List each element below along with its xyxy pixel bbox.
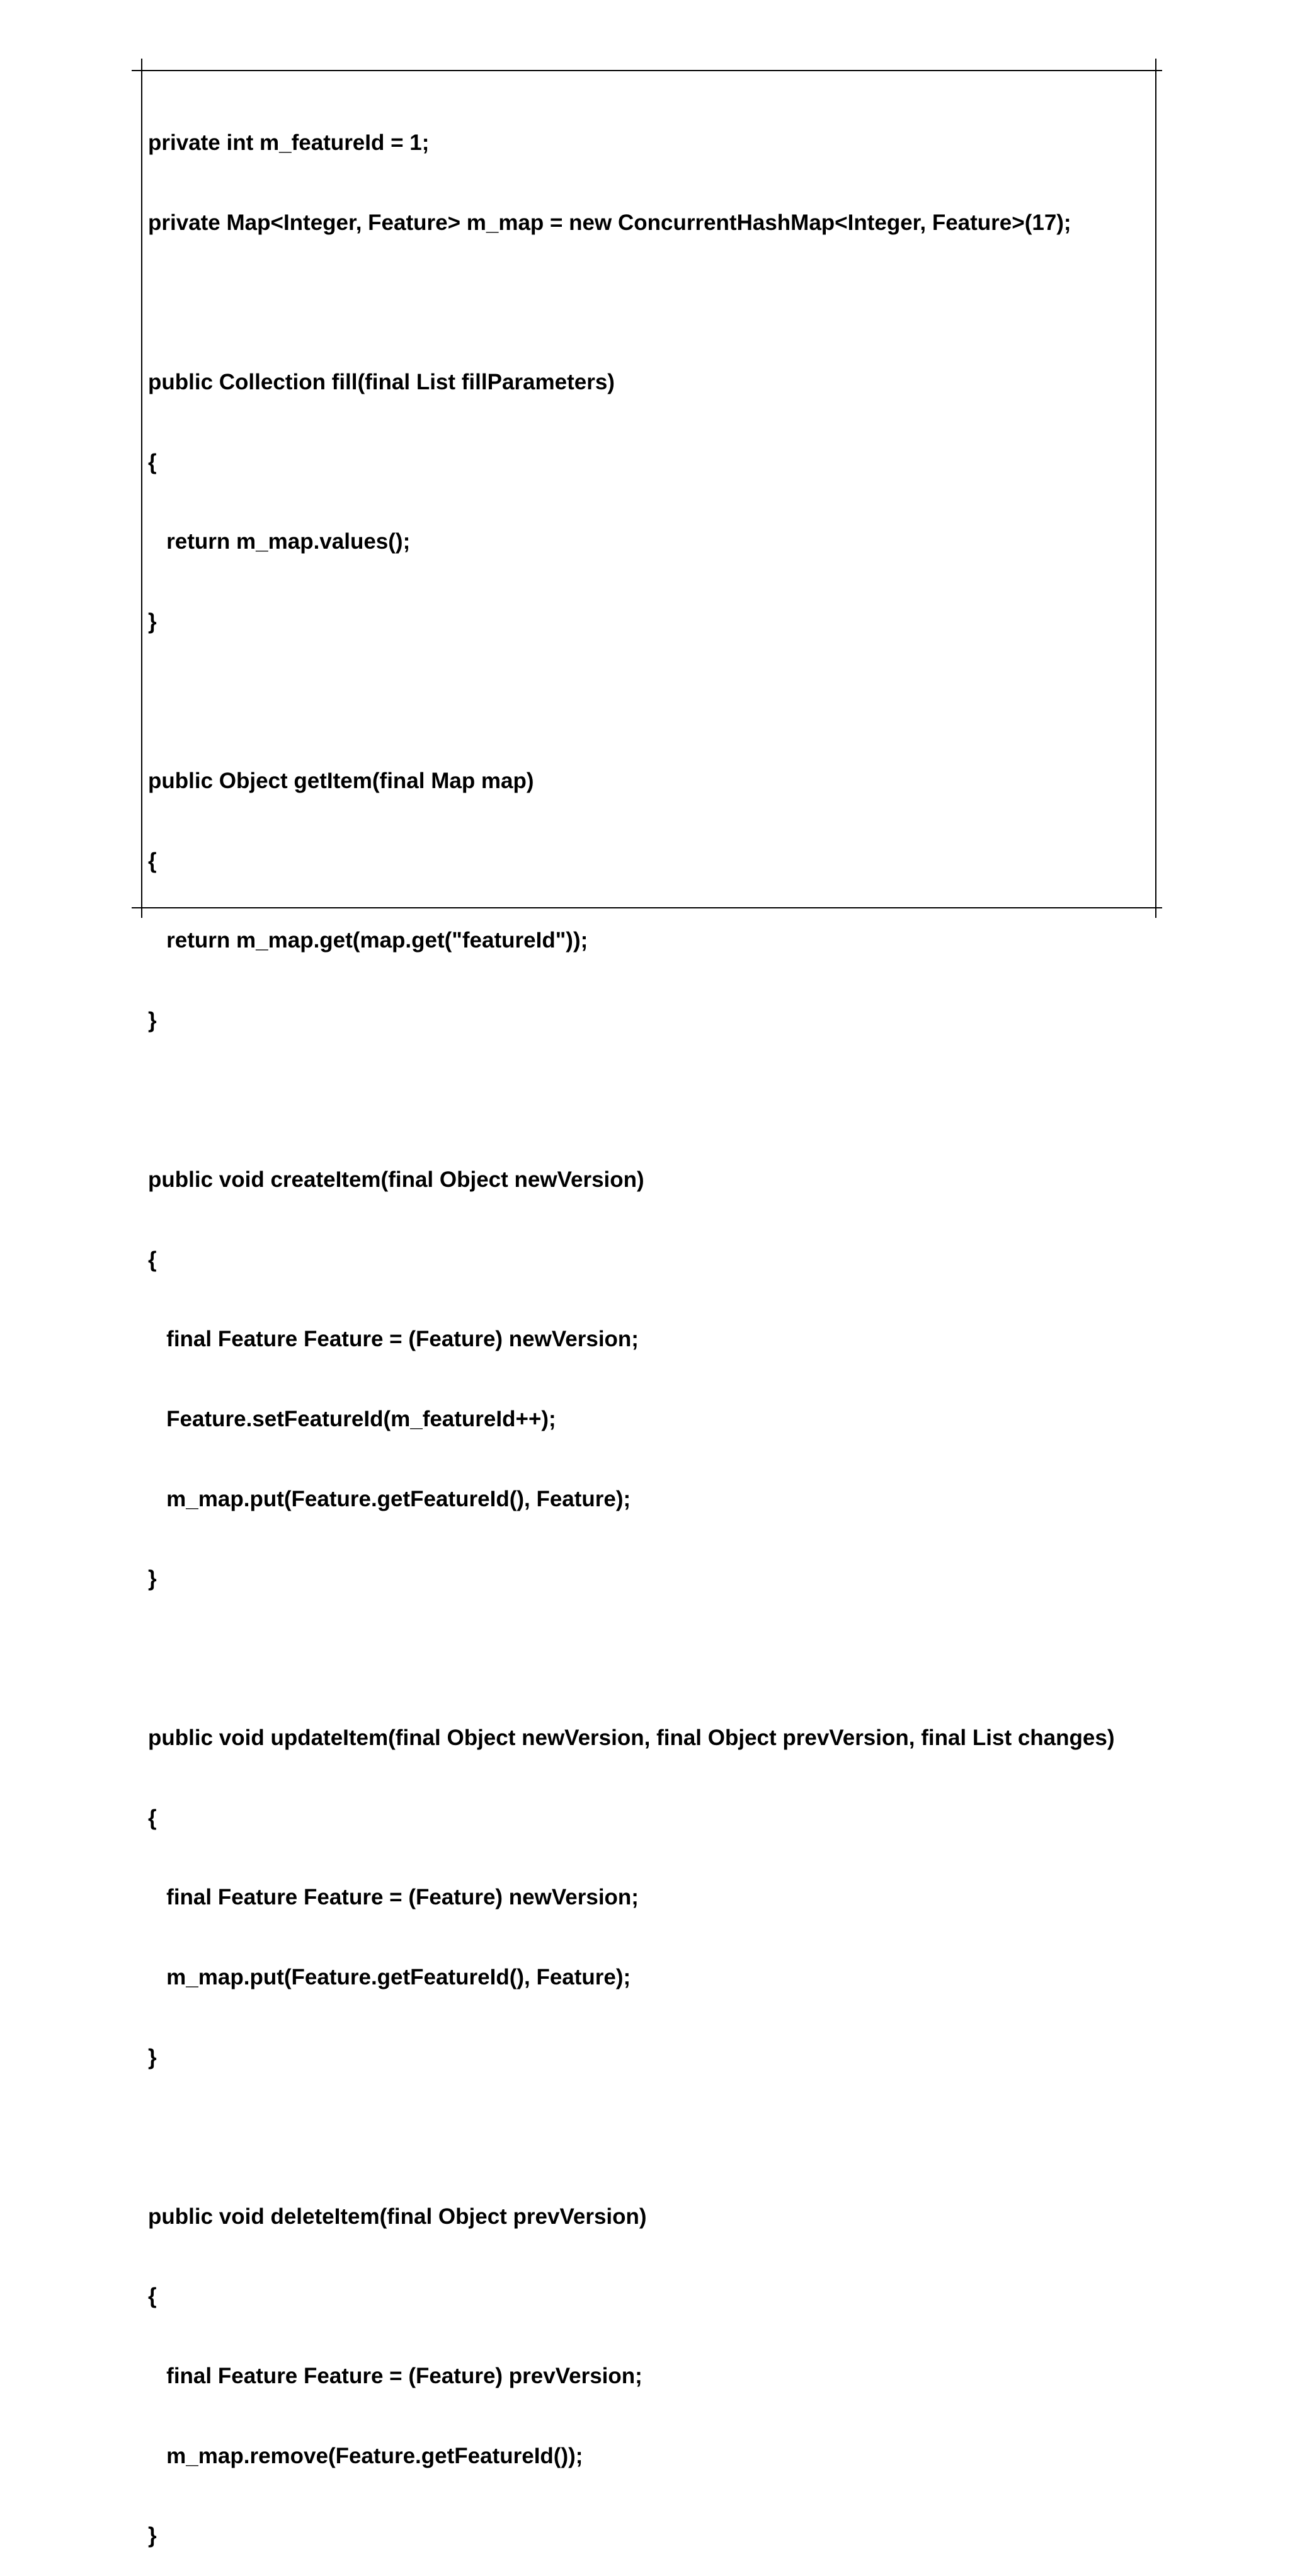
code-line: } <box>148 1566 157 1591</box>
code-line: { <box>148 2284 157 2309</box>
code-line <box>148 290 1153 316</box>
code-line: { <box>148 848 157 873</box>
code-line: public void updateItem(final Object newVersion, final Object prevVersion, final List changes) <box>148 1726 1115 1751</box>
code-line: } <box>148 2044 157 2069</box>
code-line: m_map.put(Feature.getFeatureId(), Feature); <box>148 1486 631 1511</box>
code-line: final Feature Feature = (Feature) newVersion; <box>148 1327 639 1352</box>
code-line: } <box>148 609 157 634</box>
code-line: final Feature Feature = (Feature) prevVersion; <box>148 2364 642 2389</box>
code-line: m_map.remove(Feature.getFeatureId()); <box>148 2443 583 2468</box>
code-line: { <box>148 449 157 474</box>
code-line: { <box>148 1805 157 1830</box>
code-line <box>148 1087 1153 1114</box>
frame-left-border <box>141 59 142 918</box>
code-line <box>148 1646 1153 1672</box>
code-line: final Feature Feature = (Feature) newVersion; <box>148 1885 639 1910</box>
code-line: } <box>148 2523 157 2548</box>
code-line: private Map<Integer, Feature> m_map = new ConcurrentHashMap<Integer, Feature>(17); <box>148 210 1071 235</box>
frame-right-border <box>1155 59 1156 918</box>
code-line: public Collection fill(final List fillParameters) <box>148 370 615 395</box>
code-line <box>148 2124 1153 2150</box>
code-line: public void deleteItem(final Object prevVersion) <box>148 2204 647 2229</box>
code-line: return m_map.get(map.get("featureId")); <box>148 928 588 953</box>
code-listing <box>148 77 1153 2576</box>
code-line: private int m_featureId = 1; <box>148 130 430 156</box>
code-line: public void createItem(final Object newVersion) <box>148 1167 644 1193</box>
code-line: return m_map.values(); <box>148 529 411 554</box>
code-line: } <box>148 1007 157 1033</box>
code-line: m_map.put(Feature.getFeatureId(), Feature); <box>148 1965 631 1990</box>
code-line: Feature.setFeatureId(m_featureId++); <box>148 1406 556 1431</box>
code-line: { <box>148 1247 157 1272</box>
frame-top-border <box>132 70 1162 71</box>
code-line <box>148 689 1153 715</box>
code-line: public Object getItem(final Map map) <box>148 769 534 794</box>
